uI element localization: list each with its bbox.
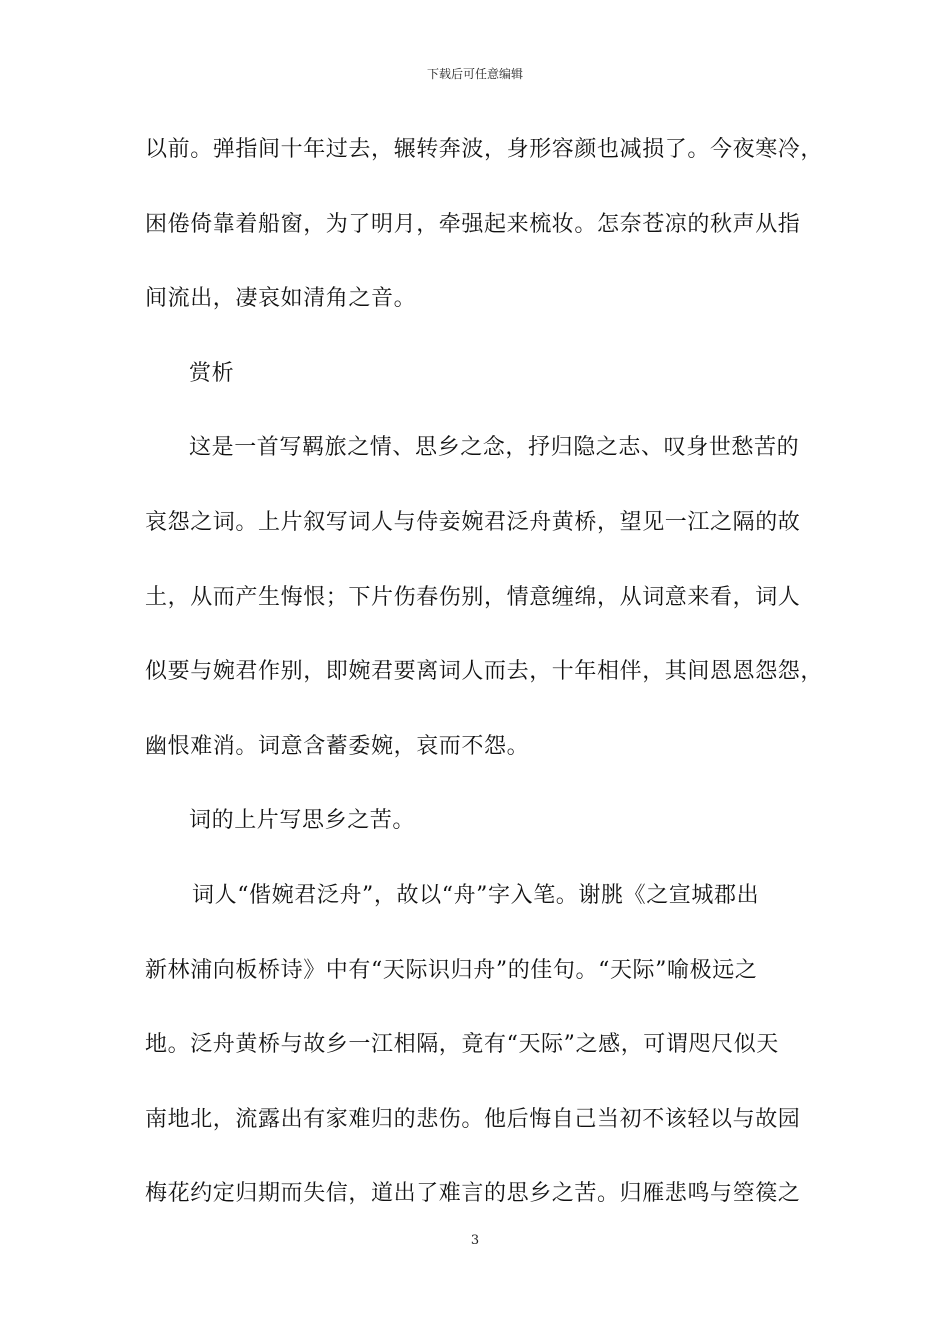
text-line: 土，从而产生悔恨；下片伤春伤别，情意缠绵，从词意来看，词人: [145, 584, 801, 610]
text-line: 以前。弹指间十年过去，辗转奔波，身形容颜也减损了。今夜寒冷，: [145, 137, 824, 162]
text-line: 困倦倚靠着船窗，为了明月，牵强起来梳妆。怎奈苍凉的秋声从指: [145, 211, 801, 237]
text-line: 这是一首写羁旅之情、思乡之念，抒归隐之志、叹身世愁苦的: [189, 435, 800, 461]
page-header: 下载后可任意编辑: [426, 67, 523, 81]
text-line: 似要与婉君作别，即婉君要离词人而去，十年相伴，其间恩恩怨怨，: [145, 659, 824, 685]
text-line: 南地北，流露出有家难归的悲伤。他后悔自己当初不该轻以与故园: [145, 1106, 801, 1132]
text-line: 间流出，凄哀如清角之音。: [145, 286, 417, 312]
page-number: 3: [470, 1233, 480, 1248]
text-line: 新林浦向板桥诗》中有“天际识归舟”的佳句。“天际”喻极远之: [145, 957, 758, 983]
text-line: 词的上片写思乡之苦。: [189, 808, 416, 834]
section-heading: 赏析: [189, 360, 235, 386]
text-line: 词人“偕婉君泛舟”，故以“舟”字入笔。谢朓《之宣城郡出: [192, 882, 760, 908]
document-body: [145, 128, 824, 1247]
text-line: 幽恨难消。词意含蓄委婉，哀而不怨。: [145, 733, 530, 759]
text-line: 哀怨之词。上片叙写词人与侍妾婉君泛舟黄桥，望见一江之隔的故: [145, 509, 801, 535]
text-line: 地。泛舟黄桥与故乡一江相隔，竟有“天际”之感，可谓咫尺似天: [145, 1032, 779, 1058]
text-line: 梅花约定归期而失信，道出了难言的思乡之苦。归雁悲鸣与箜篌之: [145, 1181, 801, 1207]
